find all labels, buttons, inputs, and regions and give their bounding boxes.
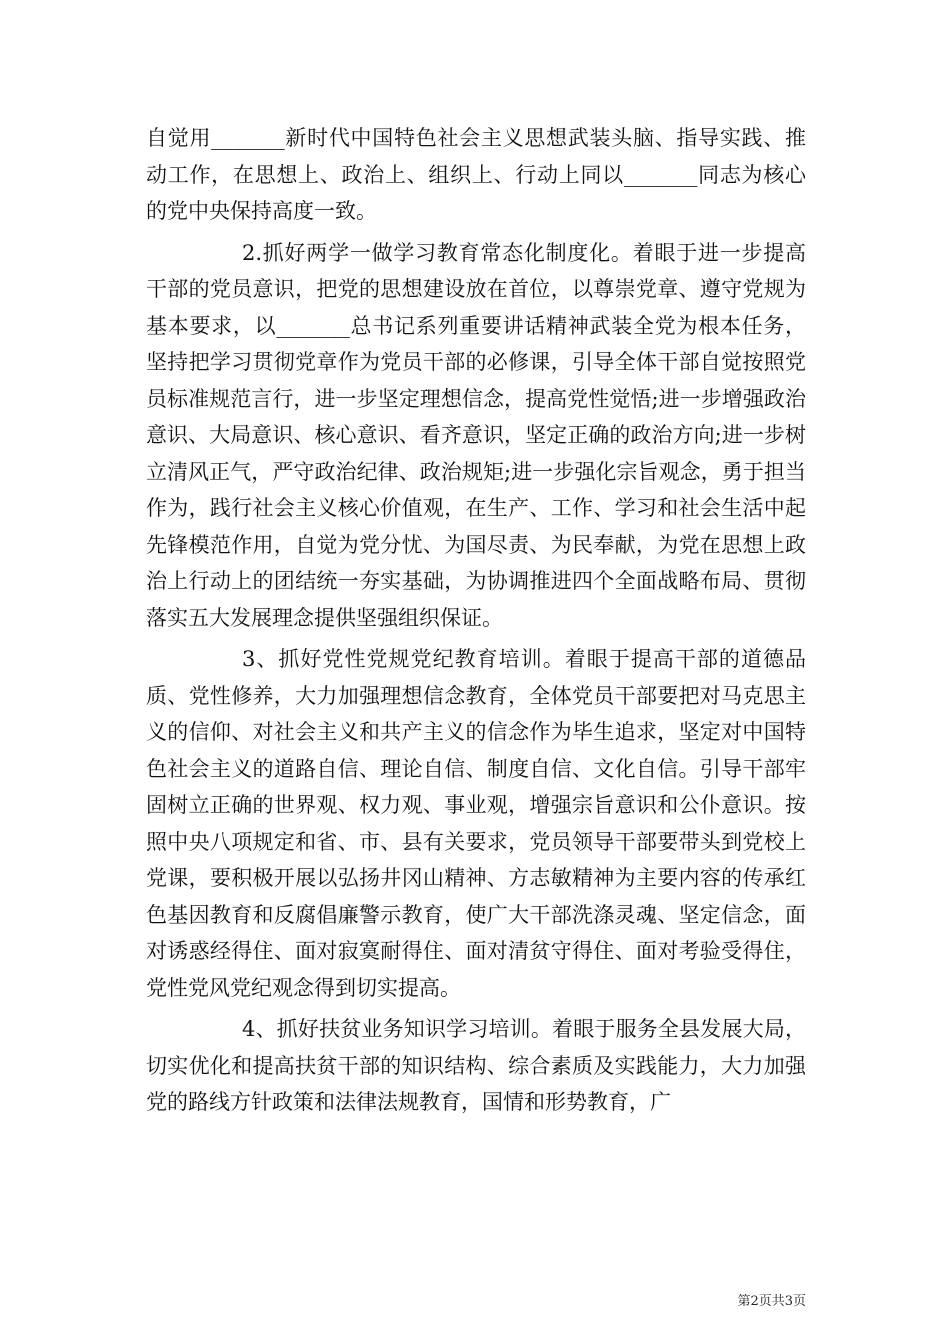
- document-body: [146, 120, 806, 1126]
- paragraph-poverty-alleviation-training: 4、抓好扶贫业务知识学习培训。着眼于服务全县发展大局，切实优化和提高扶贫干部的知识结构、综合素质及实践能力，大力加强党的路线方针政策和法律法规教育，国情和形势教育，广: [146, 1017, 806, 1114]
- page-number-footer: 第2页共3页: [737, 1294, 806, 1309]
- paragraph-study-education: 2.抓好两学一做学习教育常态化制度化。着眼于进一步提高干部的党员意识，把党的思想建设放在首位，以尊崇党章、遵守党规为基本要求，以_______总书记系列重要讲话精神武装全党为根本任务，坚持把学习贯彻党章作为党员干部的必修课，引导全体干部自觉按照党员标准规范言行，进一步坚定理想信念，提高党性觉悟;进一步增强政治意识、大局意识、核心意识、看齐意识，坚定正确的政治方向;进一步树立清风正气，严守政治纪律、政治规矩;进一步强化宗旨观念，勇于担当作为，践行社会主义核心价值观，在生产、工作、学习和社会生活中起先锋模范作用，自觉为党分忧、为国尽责、为民奉献，为党在思想上政治上行动上的团结统一夯实基础，为协调推进四个全面战略布局、贯彻落实五大发展理念提供坚强组织保证。: [146, 240, 806, 630]
- paragraph-continuation: 自觉用_______新时代中国特色社会主义思想武装头脑、指导实践、推动工作，在思想上、政治上、组织上、行动上同以_______同志为核心的党中央保持高度一致。: [146, 126, 806, 223]
- paragraph-party-discipline-training: 3、抓好党性党规党纪教育培训。着眼于提高干部的道德品质、党性修养，大力加强理想信念教育，全体党员干部要把对马克思主义的信仰、对社会主义和共产主义的信念作为毕生追求，坚定对中国特色社会主义的道路自信、理论自信、制度自信、文化自信。引导干部牢固树立正确的世界观、权力观、事业观，增强宗旨意识和公仆意识。按照中央八项规定和省、市、县有关要求，党员领导干部要带头到党校上党课，要积极开展以弘扬井冈山精神、方志敏精神为主要内容的传承红色基因教育和反腐倡廉警示教育，使广大干部洗涤灵魂、坚定信念，面对诱惑经得住、面对寂寞耐得住、面对清贫守得住、面对考验受得住，党性党风党纪观念得到切实提高。: [146, 647, 806, 1000]
